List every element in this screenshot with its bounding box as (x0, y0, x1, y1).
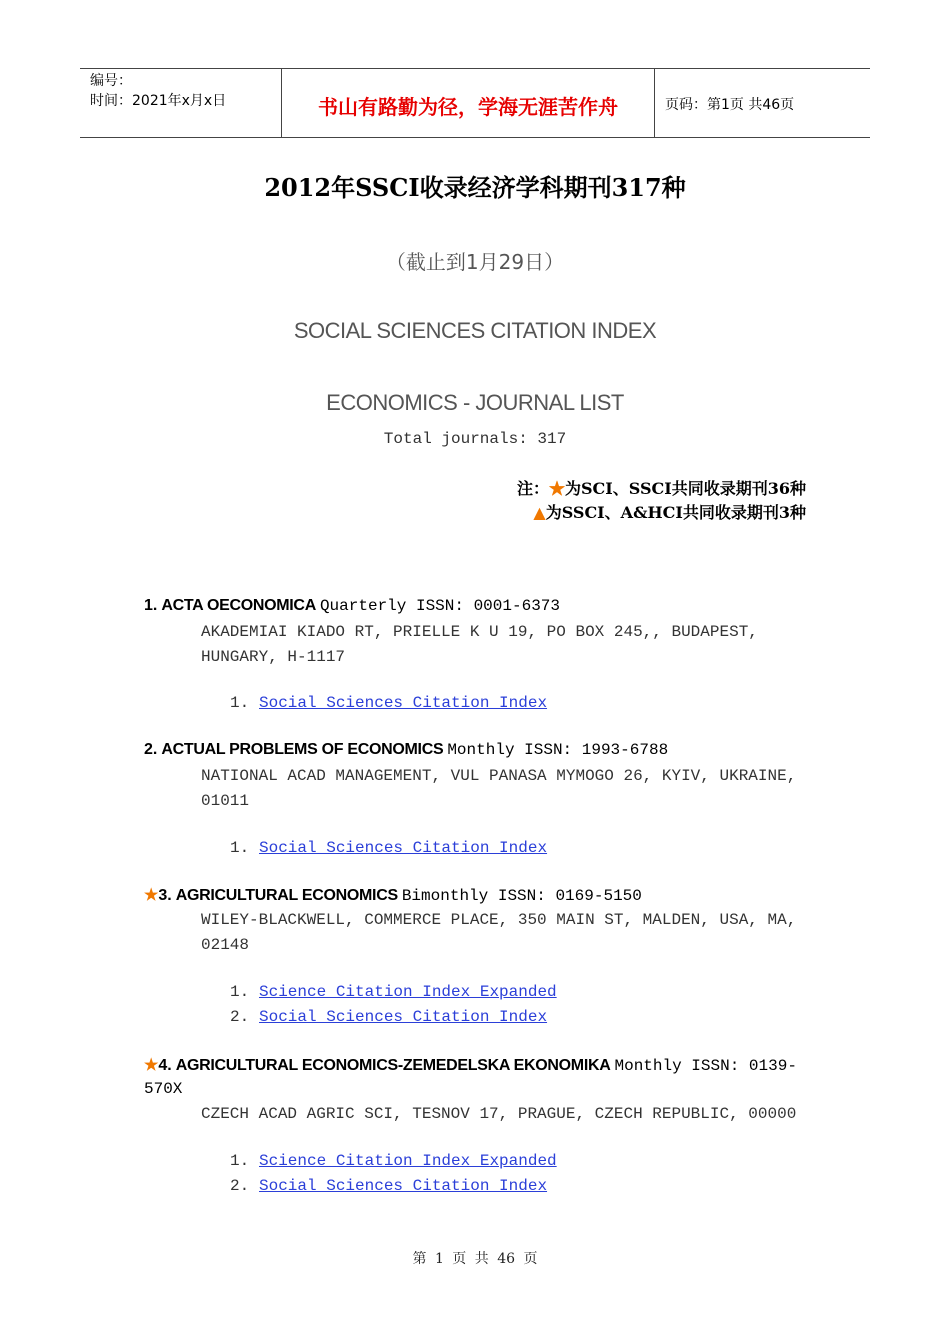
page-header-table (80, 68, 870, 138)
index-link[interactable]: Social Sciences Citation Index (259, 1177, 548, 1195)
note-text: 为SCI、SSCI共同收录期刊36种 (564, 479, 806, 498)
address-line: CZECH ACAD AGRIC SCI, TESNOV 17, PRAGUE, CZECH REPUBLIC, 00000 (201, 1105, 797, 1123)
header-page-code: 页码：第1页 共46页 (665, 97, 795, 113)
note-text: 为SSCI、A&HCI共同收录期刊3种 (545, 503, 806, 522)
document-title: 2012年SSCI收录经济学科期刊317种 (264, 173, 686, 202)
index-number: 1. (230, 1152, 250, 1170)
journal-address (201, 620, 801, 670)
journal-frequency-issn: Bimonthly ISSN: 0169-5150 (401, 887, 642, 905)
journal-number: 1. (144, 597, 158, 614)
address-line: 02148 (201, 936, 250, 954)
journal-number: 2. (144, 741, 158, 758)
journal-number: 3. (158, 887, 172, 904)
journal-title-line (144, 597, 560, 615)
journal-title-line (144, 1055, 797, 1075)
index-item (230, 1177, 547, 1195)
journal-frequency-issn: Monthly ISSN: 1993-6788 (447, 741, 669, 759)
journal-address (201, 1102, 801, 1127)
section-heading-list: ECONOMICS - JOURNAL LIST (326, 390, 624, 415)
journal-name: AGRICULTURAL ECONOMICS-ZEMEDELSKA EKONOMIKA (175, 1057, 611, 1074)
address-line: 01011 (201, 792, 250, 810)
index-link[interactable]: Social Sciences Citation Index (259, 839, 548, 857)
triangle-icon: ▲ (533, 503, 546, 522)
index-item (230, 1008, 547, 1026)
journal-frequency-issn: Monthly ISSN: 0139- (614, 1057, 797, 1075)
index-number: 2. (230, 1177, 250, 1195)
journal-name: ACTUAL PROBLEMS OF ECONOMICS (161, 741, 444, 758)
header-date: 时间：2021年x月x日 (90, 93, 227, 109)
note-ssci-ahci (533, 500, 806, 523)
index-number: 2. (230, 1008, 250, 1026)
address-line: AKADEMIAI KIADO RT, PRIELLE K U 19, PO BOX 245,, BUDAPEST, (201, 623, 758, 641)
header-meta-cell (80, 69, 282, 137)
journal-issn-continued: 570X (144, 1080, 183, 1098)
star-icon: ★ (144, 887, 159, 904)
journal-title-line (144, 885, 642, 905)
star-icon: ★ (548, 479, 565, 498)
total-journals: Total journals: 317 (383, 430, 567, 448)
journal-address (201, 908, 801, 958)
note-prefix: 注： (516, 479, 549, 498)
document-subtitle: （截止到1月29日） (385, 250, 565, 274)
page-footer: 第 1 页 共 46 页 (412, 1251, 538, 1267)
journal-address (201, 764, 801, 814)
journal-name: AGRICULTURAL ECONOMICS (175, 887, 398, 904)
index-item (230, 983, 557, 1001)
index-number: 1. (230, 694, 250, 712)
header-motto: 书山有路勤为径，学海无涯苦作舟 (282, 69, 655, 137)
header-number-label: 编号： (90, 73, 132, 89)
index-item (230, 694, 547, 712)
address-line: HUNGARY, H-1117 (201, 648, 346, 666)
address-line: NATIONAL ACAD MANAGEMENT, VUL PANASA MYMOGO 26, KYIV, UKRAINE, (201, 767, 797, 785)
note-sci-ssci (517, 476, 806, 499)
index-link[interactable]: Social Sciences Citation Index (259, 694, 548, 712)
journal-title-line (144, 741, 668, 759)
index-link[interactable]: Science Citation Index Expanded (259, 1152, 557, 1170)
index-link[interactable]: Social Sciences Citation Index (259, 1008, 548, 1026)
index-link[interactable]: Science Citation Index Expanded (259, 983, 557, 1001)
section-heading-index: SOCIAL SCIENCES CITATION INDEX (293, 318, 657, 343)
journal-number: 4. (158, 1057, 172, 1074)
index-item (230, 1152, 557, 1170)
journal-name: ACTA OECONOMICA (161, 597, 316, 614)
index-number: 1. (230, 983, 250, 1001)
index-item (230, 839, 547, 857)
star-icon: ★ (144, 1057, 159, 1074)
address-line: WILEY-BLACKWELL, COMMERCE PLACE, 350 MAIN ST, MALDEN, USA, MA, (201, 911, 797, 929)
index-number: 1. (230, 839, 250, 857)
journal-frequency-issn: Quarterly ISSN: 0001-6373 (319, 597, 560, 615)
